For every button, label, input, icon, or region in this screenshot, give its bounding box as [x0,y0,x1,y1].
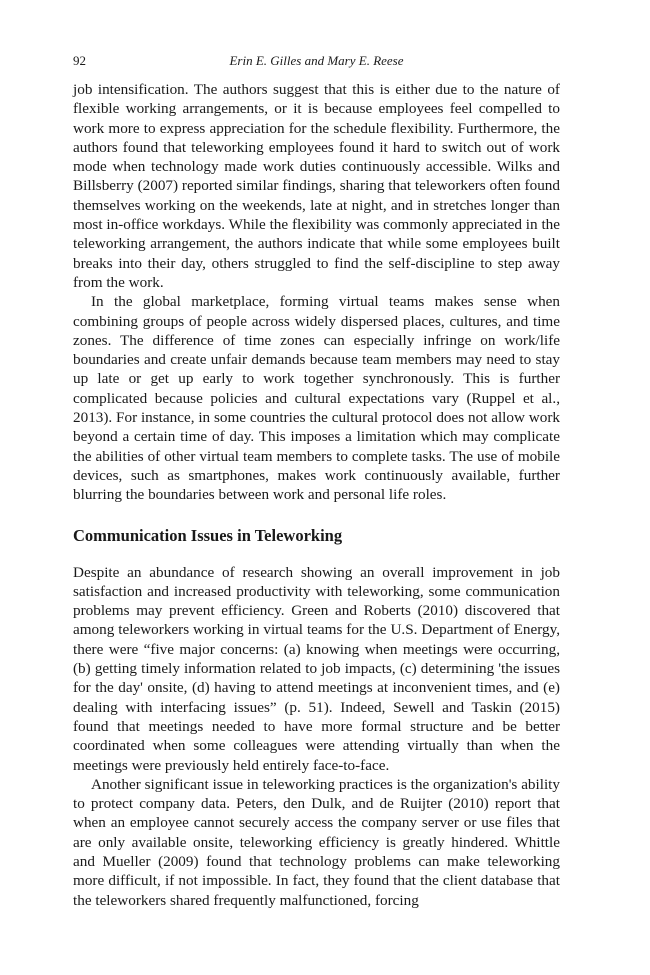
running-head-authors: Erin E. Gilles and Mary E. Reese [229,53,404,68]
paragraph-job-intensification: job intensification. The authors suggest that this is either due to the nature of flexible working arrangements, or it is because employees feel compelled to work more to express appreciation for the schedule flexibility. Furthermore, the authors found that teleworking employees found it hard to switch out of work mode when technology made work duties continuously accessible. Wilks and Billsberry (2007) reported similar findings, sharing that teleworkers often found themselves working on the weekends, late at night, and in stretches longer than most in-office workdays. While the flexibility was commonly appreciated in the teleworking arrangement, the authors indicate that while some employees built breaks into their day, others struggled to find the self-discipline to step away from the work. [73,81,560,291]
page-number: 92 [73,53,86,68]
body-text [73,80,560,910]
paragraph-data-protection: Another significant issue in teleworking practices is the organization's ability to protect company data. Peters, den Dulk, and de Ruijter (2010) report that when an employee cannot securely access the company server or use files that are only available onsite, teleworking efficiency is greatly hindered. Whittle and Mueller (2009) found that technology problems can make teleworking more difficult, if not impossible. In fact, they found that the client database that the teleworkers shared frequently malfunctioned, forcing [73,775,560,909]
paragraph-global-marketplace: In the global marketplace, forming virtual teams makes sense when combining groups of people across widely dispersed places, cultures, and time zones. The difference of time zones can especially infringe on work/life boundaries and create unfair demands because team members may need to stay up late or get up early to work together synchronously. This is further complicated because policies and cultural expectations vary (Ruppel et al., 2013). For instance, in some countries the cultural protocol does not allow work beyond a certain time of day. This imposes a limitation which may complicate the abilities of other virtual team members to complete tasks. The use of mobile devices, such as smartphones, makes work continuously available, further blurring the boundaries between work and personal life roles. [73,293,560,504]
book-page [73,52,560,910]
running-header [73,52,560,74]
paragraph-communication-issues: Despite an abundance of research showing an overall improvement in job satisfaction and increased productivity with teleworking, some communication problems may prevent efficiency. Green and Roberts (2010) discovered that among teleworkers working in virtual teams for the U.S. Department of Energy, there were “five major concerns: (a) knowing when meetings were occurring, (b) getting timely information related to job impacts, (c) determining 'the issues for the day' onsite, (d) having to attend meetings at inconvenient times, and (e) dealing with interfacing issues” (p. 51). Indeed, Sewell and Taskin (2015) found that meetings needed to have more formal structure and be better coordinated when some colleagues were attending virtually than when the meetings were previously held entirely face-to-face. [73,563,560,774]
section-heading: Communication Issues in Teleworking [73,525,343,545]
